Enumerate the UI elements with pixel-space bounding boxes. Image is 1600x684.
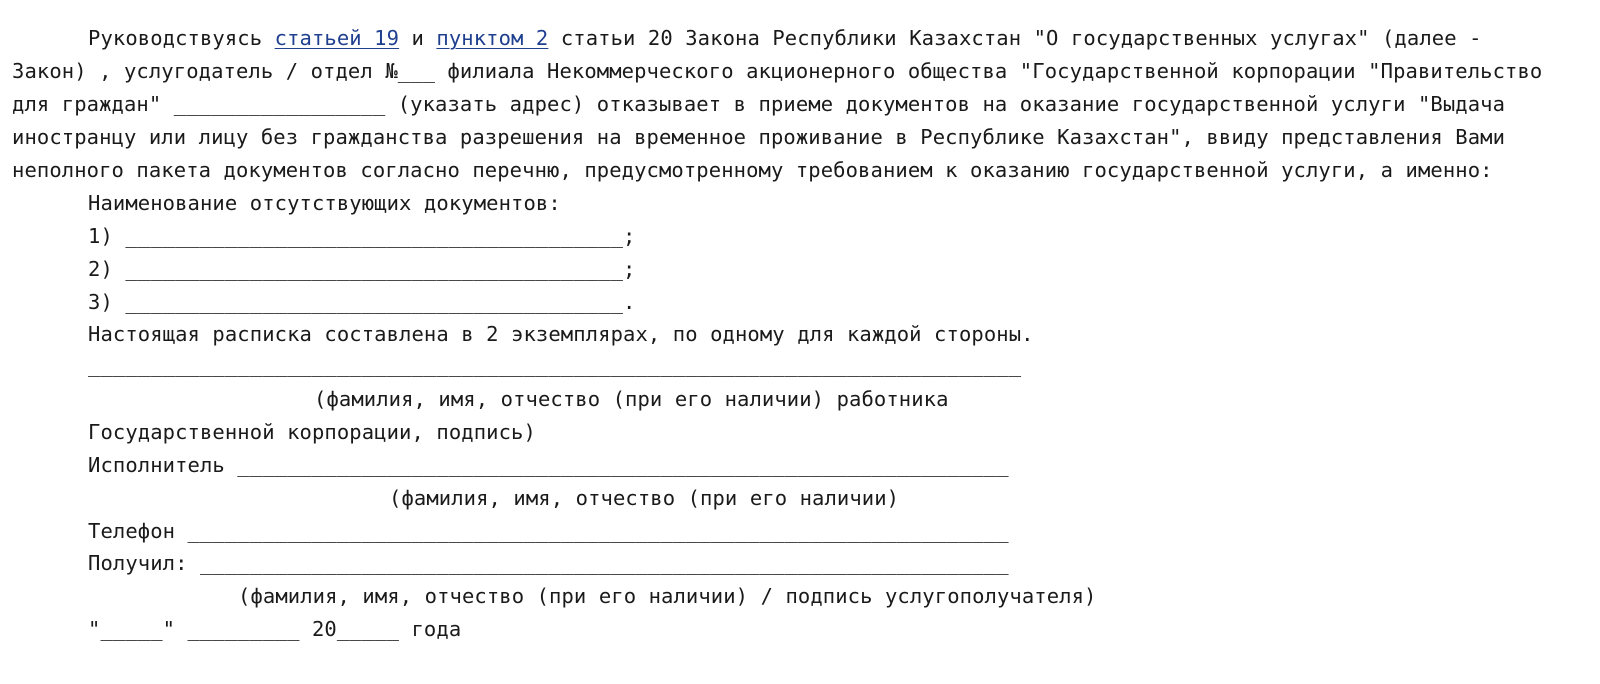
date-line: "_____" _________ 20_____ года <box>88 617 462 641</box>
missing-docs-heading: Наименование отсутствующих документов: <box>88 191 561 215</box>
received-line: Получил: _________________________________________________________________ <box>88 551 1009 575</box>
missing-doc-item-1: 1) ________________________________________; <box>88 224 636 248</box>
paragraph-line-4: иностранцу или лицу без гражданства разрешения на временное проживание в Республике Казахстан", ввиду представления Вами <box>12 125 1506 149</box>
received-caption: (фамилия, имя, отчество (при его наличии) / подпись услугополучателя) <box>238 584 1097 608</box>
phone-line: Телефон __________________________________________________________________ <box>88 519 1009 543</box>
signature-rule: ___________________________________________________________________________ <box>88 353 1022 377</box>
link-point-2[interactable]: пунктом 2 <box>436 26 549 50</box>
missing-doc-item-3: 3) ________________________________________. <box>88 290 636 314</box>
paragraph-text: статьи 20 Закона Республики Казахстан "О государственных услугах" (далее - <box>548 26 1482 50</box>
executor-caption: (фамилия, имя, отчество (при его наличии) <box>389 486 900 510</box>
copies-note: Настоящая расписка составлена в 2 экземплярах, по одному для каждой стороны. <box>88 322 1034 346</box>
executor-line: Исполнитель ______________________________________________________________ <box>88 453 1009 477</box>
paragraph-line-3: для граждан" _________________ (указать адрес) отказывает в приеме документов на оказание государственной услуги "Выдача <box>12 92 1506 116</box>
signature-caption-continued: Государственной корпорации, подпись) <box>88 420 536 444</box>
link-article-19[interactable]: статьей 19 <box>274 26 400 50</box>
paragraph-line-2: Закон) , услугодатель / отдел №___ филиала Некоммерческого акционерного общества "Государственной корпорации "Правительство <box>12 59 1543 83</box>
paragraph-line-5: неполного пакета документов согласно перечню, предусмотренному требованием к оказанию государственной услуги, а именно: <box>12 158 1493 182</box>
missing-doc-item-2: 2) ________________________________________; <box>88 257 636 281</box>
paragraph-line-1 <box>88 28 1482 49</box>
paragraph-text: и <box>399 26 437 50</box>
paragraph-text: Руководствуясь <box>88 26 275 50</box>
signature-caption: (фамилия, имя, отчество (при его наличии) работника <box>314 387 949 411</box>
